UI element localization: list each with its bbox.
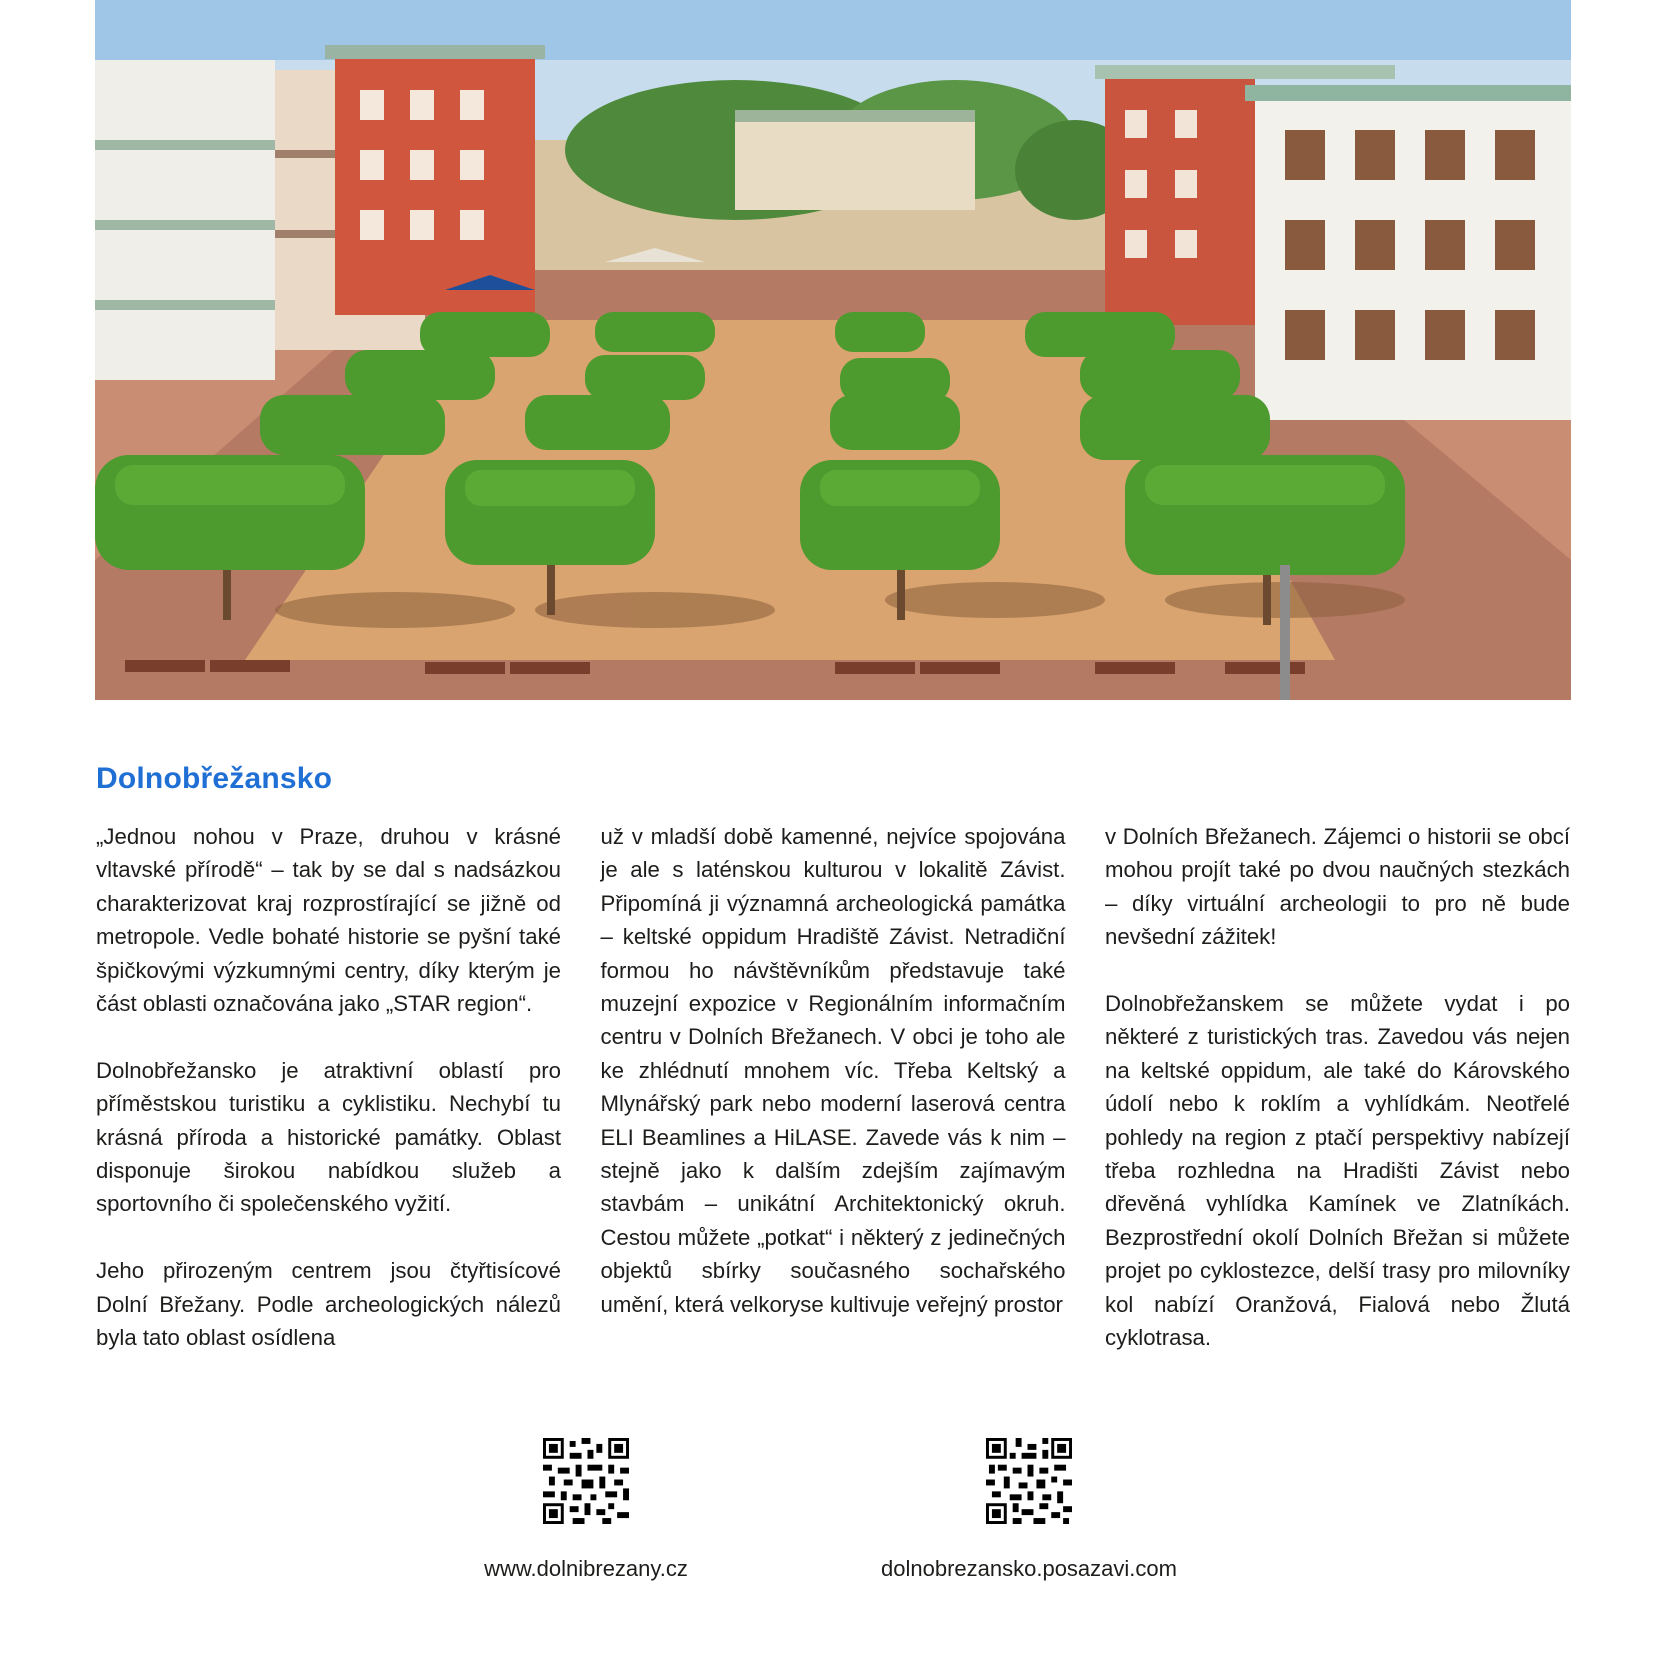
qr-link-posazavi[interactable]: [849, 1438, 1209, 1582]
qr-link-dolnibrezany[interactable]: [406, 1438, 766, 1582]
paragraph: v Dolních Břežanech. Zájemci o historii se obcí mohou projít také po dvou naučných stezkách – díky virtuální archeologii to pro ně bude nevšední zážitek!: [1105, 824, 1570, 950]
paragraph: Dolnobřežansko je atraktivní oblastí pro příměstskou turistiku a cyklistiku. Nechybí tu krásná příroda a historické památky. Oblast disponuje širokou nabídkou služeb a sportovního či společenského vyžití.: [96, 1057, 561, 1217]
text-columns: [96, 820, 1570, 1354]
section-heading: Dolnobřežansko: [96, 762, 333, 795]
text-column-3: [1105, 820, 1570, 1354]
text-column-1: [96, 820, 561, 1354]
paragraph: „Jednou nohou v Praze, druhou v krásné vltavské přírodě“ – tak by se dal s nadsázkou charakterizovat kraj rozprostírající se jižně od metropole. Vedle bohaté historie se pyšní také špičkovými výzkumnými centry, díky kterým je část oblasti označována jako „STAR region“.: [96, 824, 561, 1017]
qr-code-icon: [543, 1438, 629, 1524]
paragraph: Dolnobřežanskem se můžete vydat i po některé z turistických tras. Zavedou vás nejen na keltské oppidum, ale také do Károvského údolí nebo k roklím a vyhlídkám. Neotřelé pohledy na region z ptačí perspektivy nabízejí třeba rozhledna na Hradišti Závist nebo dřevěná vyhlídka Kamínek ve Zlatníkách. Bezprostřední okolí Dolních Břežan si můžete projet po cyklostezce, delší trasy pro milovníky kol nabízí Oranžová, Fialová nebo Žlutá cyklotrasa.: [1105, 991, 1570, 1351]
paragraph: už v mladší době kamenné, nejvíce spojována je ale s laténskou kulturou v lokalitě Závist. Připomíná ji významná archeologická památka – keltské oppidum Hradiště Závist. Netradiční formou ho návštěvníkům představuje také muzejní expozice v Regionálním informačním centru v Dolních Břežanech. V obci je toho ale ke zhlédnutí mnohem víc. Třeba Keltský a Mlynářský park nebo moderní laserová centra ELI Beamlines a HiLASE. Zavede vás k nim – stejně jako k dalším zdejším zajímavým stavbám – unikátní Architektonický okruh. Cestou můžete „potkat“ i některý z jedinečných objektů sbírky současného sochařského umění, která velkoryse kultivuje veřejný prostor: [600, 824, 1066, 1317]
town-square-illustration: [95, 0, 1571, 700]
hero-photo: [95, 0, 1571, 700]
website-link[interactable]: www.dolnibrezany.cz: [484, 1556, 688, 1581]
text-column-2: [601, 820, 1066, 1354]
website-link[interactable]: dolnobrezansko.posazavi.com: [881, 1556, 1177, 1581]
paragraph: Jeho přirozeným centrem jsou čtyřtisícové Dolní Břežany. Podle archeologických nálezů byla tato oblast osídlena: [96, 1258, 561, 1351]
qr-code-icon: [986, 1438, 1072, 1524]
